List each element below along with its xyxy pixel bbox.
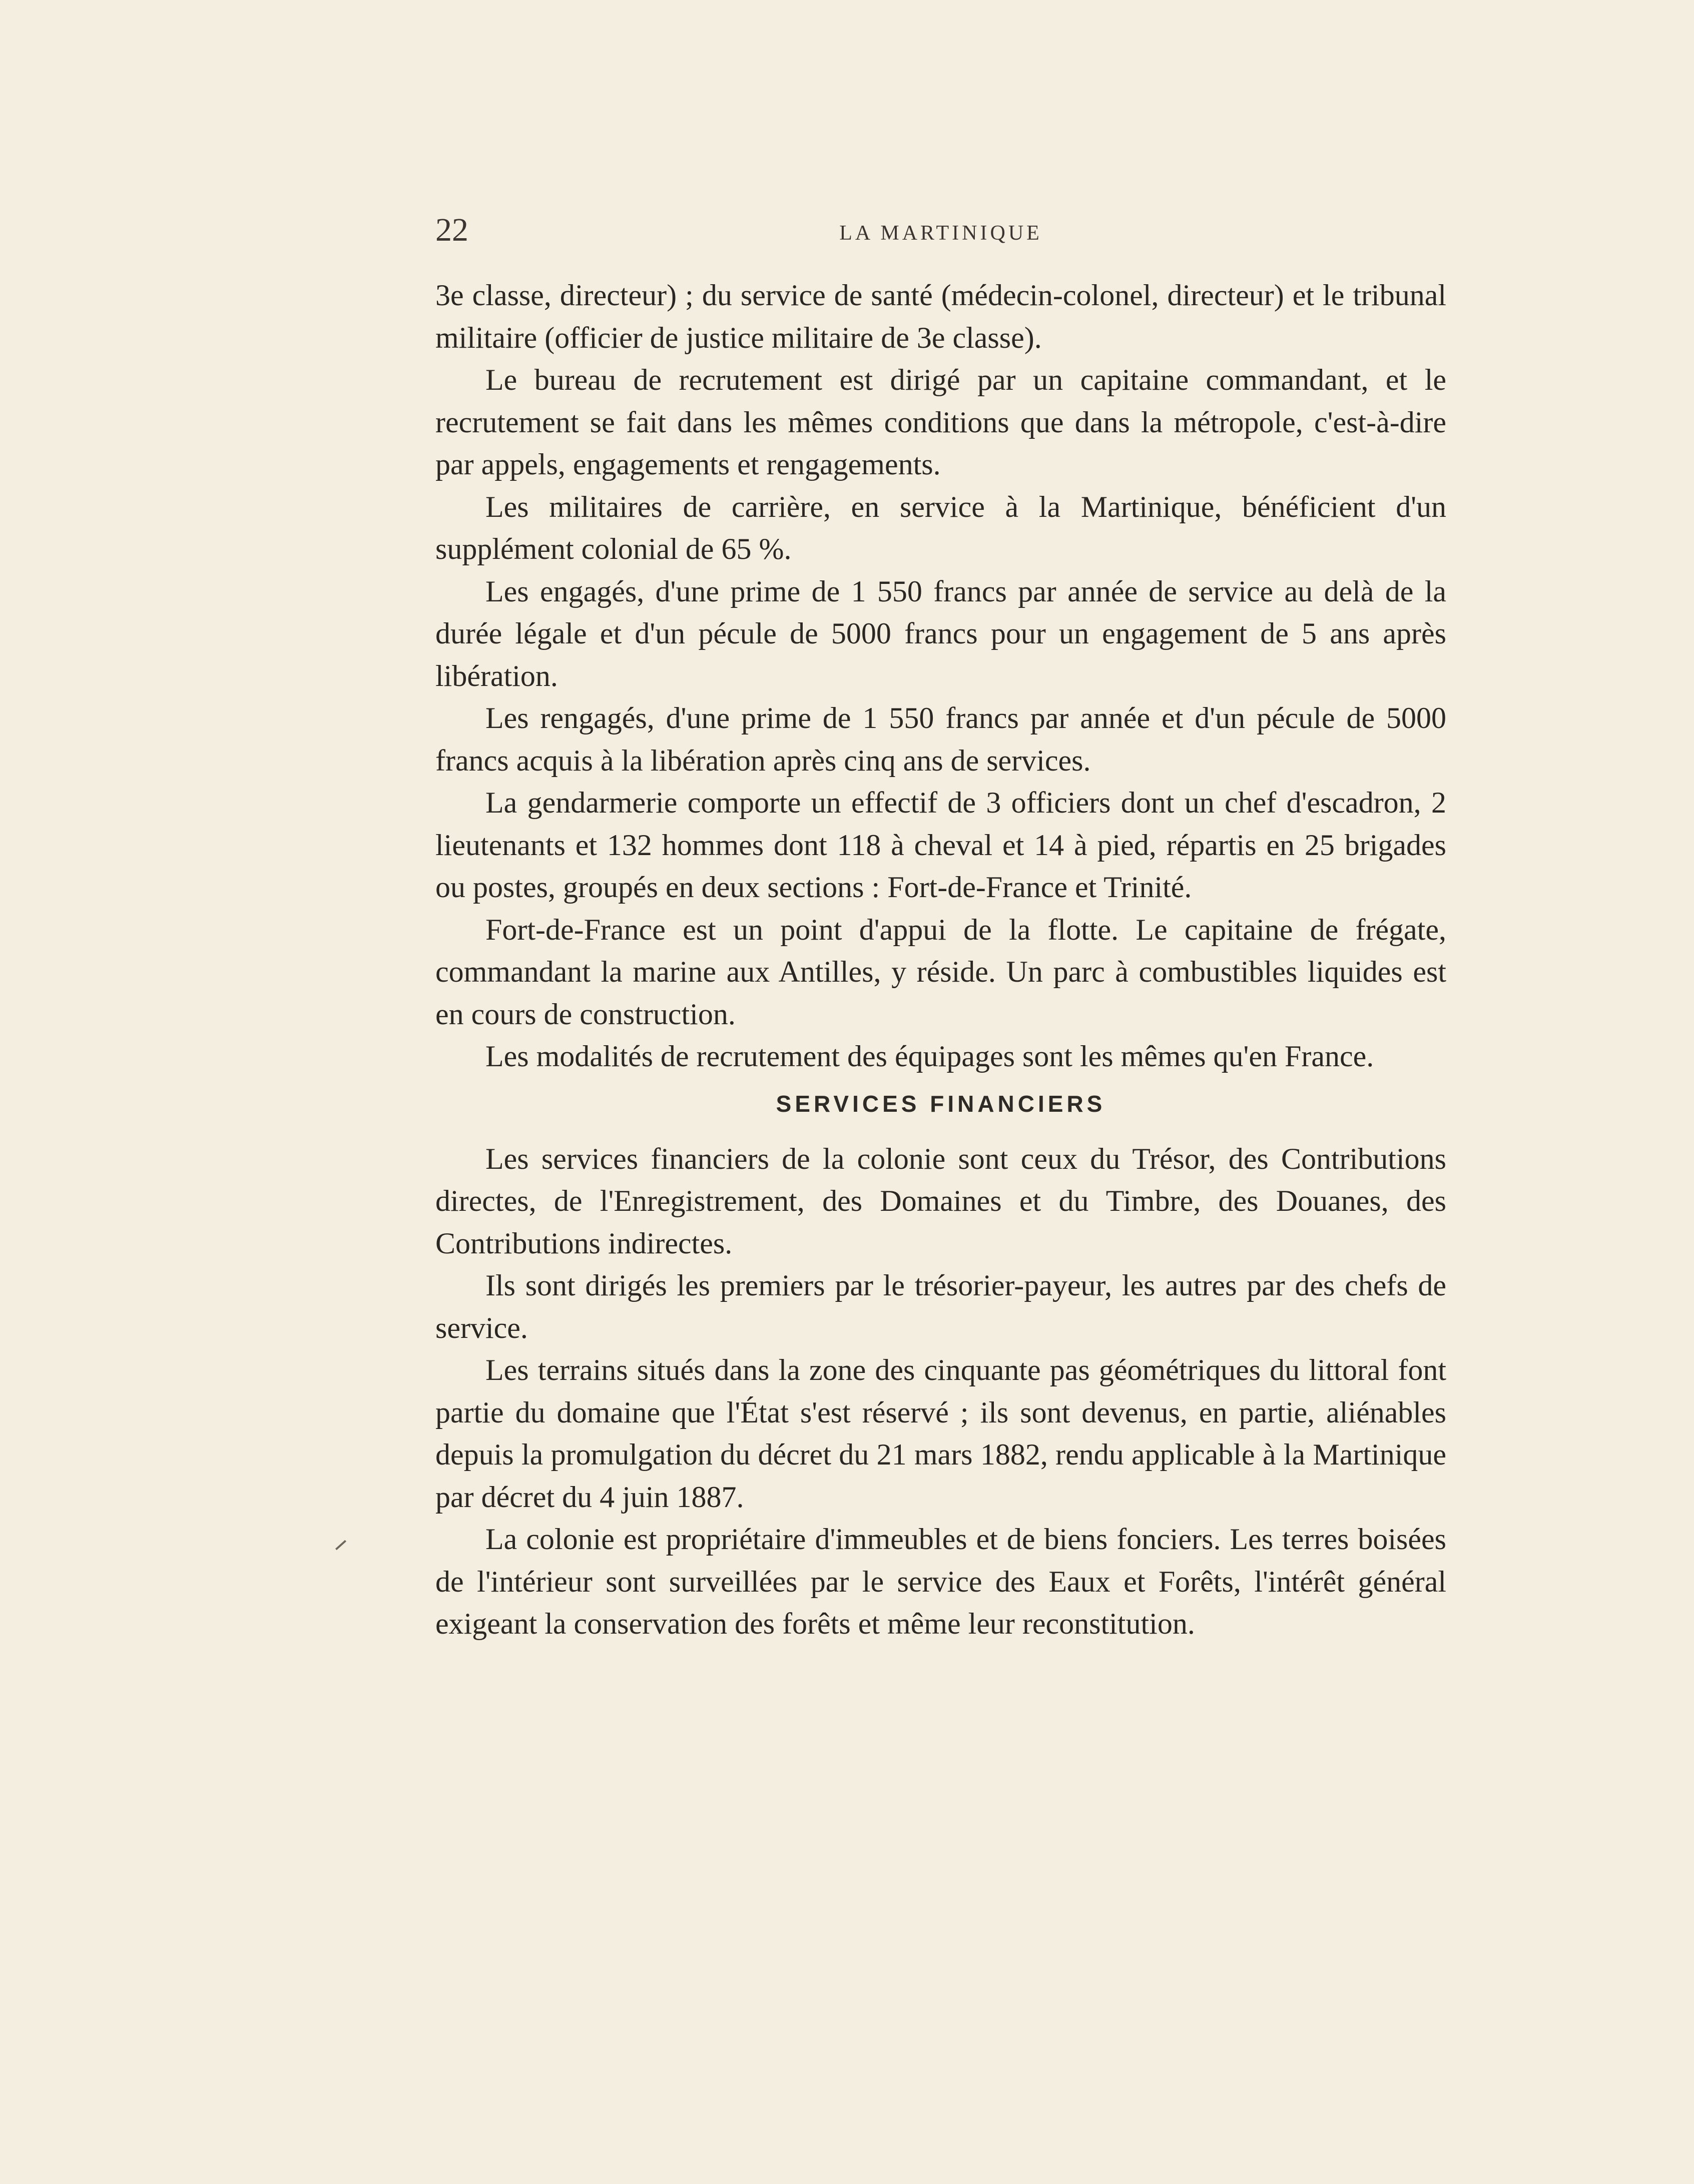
paragraph-crews: Les modalités de recrutement des équipages sont les mêmes qu'en France. (485, 1040, 1374, 1073)
running-title: LA MARTINIQUE (839, 222, 1042, 245)
paragraph-fleet-base: Fort-de-France est un point d'appui de la flotte. Le capitaine de frégate, commandant la marine aux Antilles, y réside. Un parc à combustibles liquides est en cours de construction. (435, 913, 1446, 1031)
paragraph-coastal-land: Les terrains situés dans la zone des cinquante pas géométriques du littoral font partie du domaine que l'État s'est réservé ; ils sont devenus, en partie, aliénables depuis la promulgation du décret du 21 mars 1882, rendu applicable à la Martinique par décret du 4 juin 1887. (435, 1353, 1446, 1514)
paragraph-enlisted: Les engagés, d'une prime de 1 550 francs par année de service au delà de la durée légale et d'un pécule de 5000 francs pour un engagement de 5 ans après libération. (435, 574, 1446, 692)
page-header (435, 210, 1446, 250)
paragraph-directors: Ils sont dirigés les premiers par le trésorier-payeur, les autres par des chefs de service. (435, 1269, 1446, 1344)
paragraph-recruitment-office: Le bureau de recrutement est dirigé par un capitaine commandant, et le recrutement se fait dans les mêmes conditions que dans la métropole, c'est-à-dire par appels, engagements et rengagements. (435, 363, 1446, 481)
body-text (435, 274, 1446, 1645)
paragraph-reenlisted: Les rengagés, d'une prime de 1 550 francs par année et d'un pécule de 5000 francs acquis à la libération après cinq ans de services. (435, 701, 1446, 777)
pencil-mark (335, 1540, 346, 1550)
page-number: 22 (435, 212, 468, 248)
paragraph-continuation: 3e classe, directeur) ; du service de santé (médecin-colonel, directeur) et le tribunal militaire (officier de justice militaire de 3e classe). (435, 279, 1446, 354)
paragraph-financial-services: Les services financiers de la colonie sont ceux du Trésor, des Contributions directes, de l'Enregistrement, des Domaines et du Timbre, des Douanes, des Contributions indirectes. (435, 1142, 1446, 1260)
section-heading: SERVICES FINANCIERS (776, 1090, 1106, 1117)
paragraph-colony-property: La colonie est propriétaire d'immeubles et de biens fonciers. Les terres boisées de l'intérieur sont surveillées par le service des Eaux et Forêts, l'intérêt général exigeant la conservation des forêts et même leur reconstitution. (435, 1523, 1446, 1640)
paragraph-gendarmerie: La gendarmerie comporte un effectif de 3 officiers dont un chef d'escadron, 2 lieutenants et 132 hommes dont 118 à cheval et 14 à pied, répartis en 25 brigades ou postes, groupés en deux sections : Fort-de-France et Trinité. (435, 786, 1446, 904)
paragraph-career-soldiers: Les militaires de carrière, en service à la Martinique, bénéficient d'un supplément colonial de 65 %. (435, 490, 1446, 565)
